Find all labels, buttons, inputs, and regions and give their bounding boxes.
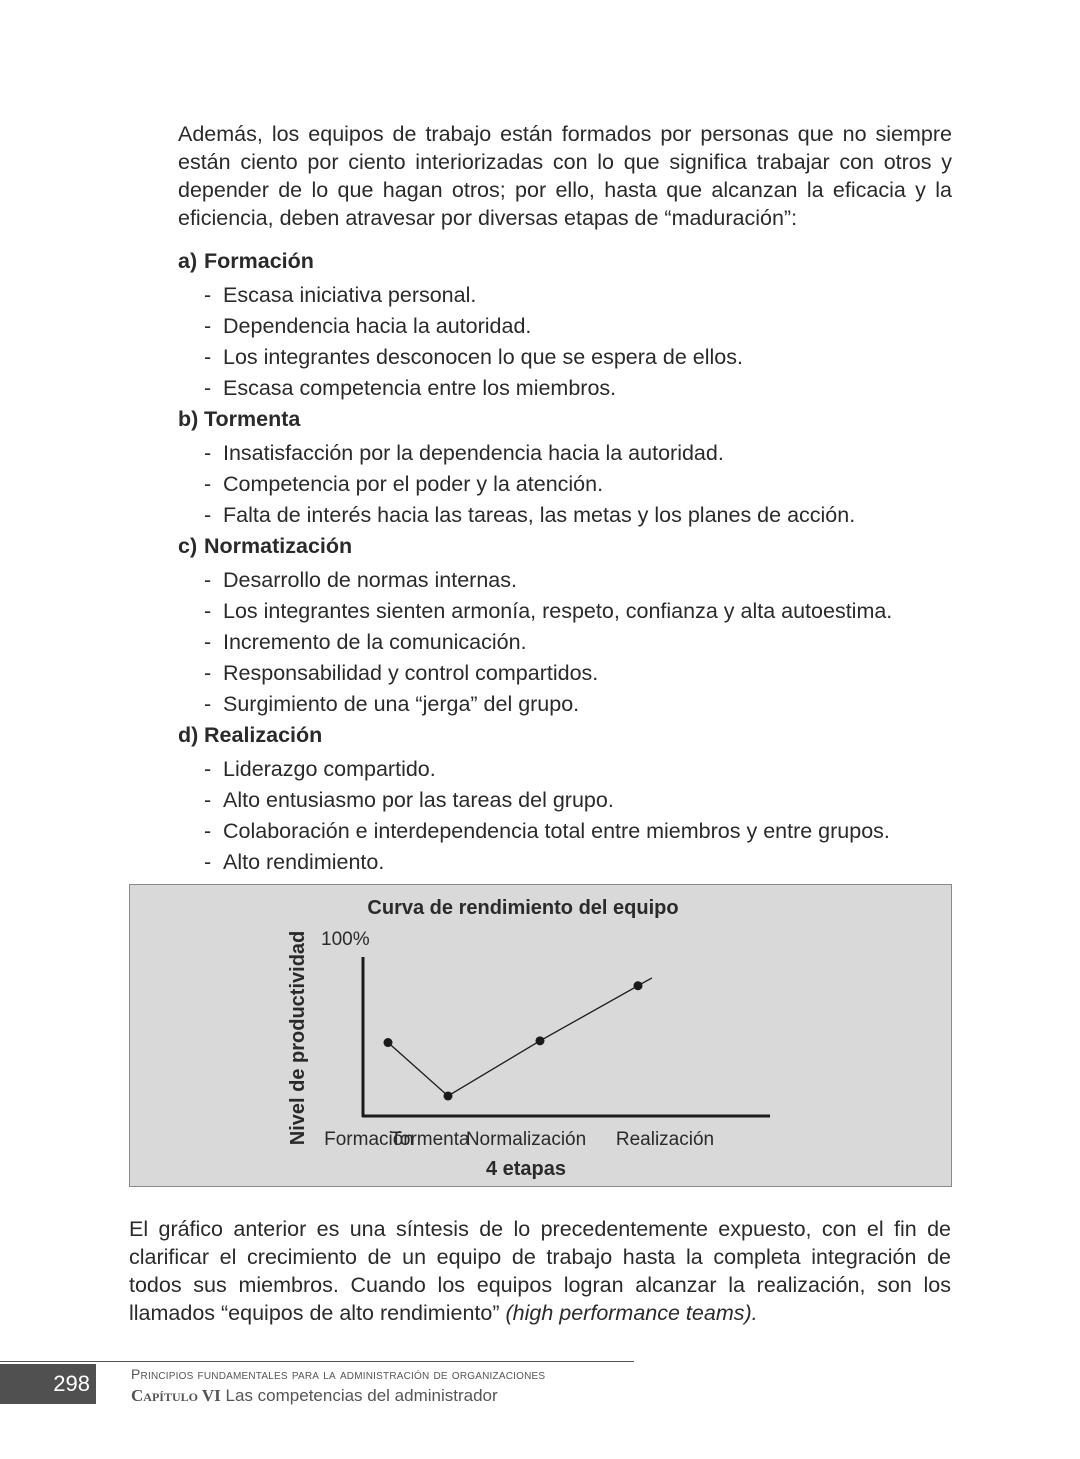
data-point — [384, 1038, 393, 1047]
data-point — [634, 981, 643, 990]
list-item-text: Desarrollo de normas internas. — [223, 568, 517, 592]
list-item: - Surgimiento de una “jerga” del grupo. — [204, 689, 978, 720]
list-item-text: Surgimiento de una “jerga” del grupo. — [223, 692, 580, 716]
list-item: - Insatisfacción por la dependencia hacia la autoridad. — [204, 438, 978, 469]
performance-chart — [129, 884, 952, 1187]
chapter-title: Las competencias del administrador — [225, 1386, 498, 1405]
section-heading — [178, 246, 978, 280]
x-tick-label: Formación — [324, 1129, 414, 1150]
list-item-text: Colaboración e interdependencia total entre miembros y entre grupos. — [223, 819, 890, 843]
list-item-text: Dependencia hacia la autoridad. — [223, 314, 532, 338]
chart-canvas — [130, 885, 951, 1186]
closing-italic: (high performance teams). — [505, 1301, 758, 1325]
section-tormenta — [178, 404, 978, 531]
list-item-text: Falta de interés hacia las tareas, las metas y los planes de acción. — [223, 503, 856, 527]
section-items — [178, 565, 978, 720]
x-tick-label: Realización — [615, 1129, 715, 1150]
running-header-chapter — [131, 1386, 498, 1406]
list-item: - Alto entusiasmo por las tareas del grupo. — [204, 785, 978, 816]
list-item-text: Escasa competencia entre los miembros. — [223, 376, 617, 400]
section-title: Realización — [204, 723, 323, 747]
section-items — [178, 754, 978, 878]
list-item: - Los integrantes sienten armonía, respeto, confianza y alta autoestima. — [204, 596, 978, 627]
list-item-text: Insatisfacción por la dependencia hacia la autoridad. — [223, 441, 724, 465]
list-item-text: Competencia por el poder y la atención. — [223, 472, 604, 496]
section-title: Normatización — [204, 534, 353, 558]
list-item-text: Incremento de la comunicación. — [223, 630, 527, 654]
section-items — [178, 438, 978, 531]
y-max-label: 100% — [321, 929, 370, 950]
closing-paragraph — [129, 1215, 951, 1327]
x-axis-label: 4 etapas — [485, 1158, 567, 1180]
section-title: Formación — [204, 249, 314, 273]
y-axis-label: Nivel de productividad — [287, 930, 309, 1146]
footer-rule — [0, 1361, 634, 1362]
list-item: - Escasa iniciativa personal. — [204, 280, 978, 311]
list-item-text: Los integrantes desconocen lo que se espera de ellos. — [223, 345, 743, 369]
data-point — [536, 1036, 545, 1045]
section-heading — [178, 404, 978, 438]
list-item: - Liderazgo compartido. — [204, 754, 978, 785]
section-title: Tormenta — [204, 407, 301, 431]
intro-paragraph: Además, los equipos de trabajo están formados por personas que no siempre están ciento por ciento interiorizadas con lo que significa trabajar con otros y depender de lo que hagan otros; por ello, hasta que alcanzan la eficacia y la eficiencia, deben atravesar por diversas etapas de “maduración”: — [178, 122, 952, 230]
list-item-text: Responsabilidad y control compartidos. — [223, 661, 599, 685]
list-item: - Desarrollo de normas internas. — [204, 565, 978, 596]
list-item: - Alto rendimiento. — [204, 847, 978, 878]
list-item-text: Liderazgo compartido. — [223, 757, 436, 781]
section-letter: a) — [178, 249, 198, 273]
list-item: - Dependencia hacia la autoridad. — [204, 311, 978, 342]
running-header-book: Principios fundamentales para la administración de organizaciones — [131, 1366, 546, 1382]
closing-text: El gráfico anterior es una síntesis de lo precedentemente expuesto, con el fin de clarificar el crecimiento de un equipo de trabajo hasta la completa integración de todos sus miembros. Cuando los equipos logran alcanzar la realización, son los llamados “equipos de alto rendimiento” — [129, 1217, 951, 1325]
section-formacion — [178, 246, 978, 404]
x-tick-label: Tormenta — [390, 1129, 470, 1150]
list-item: - Incremento de la comunicación. — [204, 627, 978, 658]
section-heading — [178, 720, 978, 754]
list-item: - Escasa competencia entre los miembros. — [204, 373, 978, 404]
list-item: - Responsabilidad y control compartidos. — [204, 658, 978, 689]
chart-title: Curva de rendimiento del equipo — [367, 897, 679, 919]
list-item-text: Alto rendimiento. — [223, 850, 385, 874]
list-item: - Falta de interés hacia las tareas, las metas y los planes de acción. — [204, 500, 978, 531]
data-point — [444, 1091, 453, 1100]
list-item-text: Los integrantes sienten armonía, respeto, confianza y alta autoestima. — [223, 599, 893, 623]
list-item: - Colaboración e interdependencia total entre miembros y entre grupos. — [204, 816, 978, 847]
page-number: 298 — [0, 1364, 96, 1404]
chapter-label: Capítulo VI — [131, 1386, 221, 1405]
list-item-text: Escasa iniciativa personal. — [223, 283, 477, 307]
section-letter: d) — [178, 723, 199, 747]
list-item-text: Alto entusiasmo por las tareas del grupo. — [223, 788, 614, 812]
section-letter: b) — [178, 407, 199, 431]
section-normatizacion — [178, 531, 978, 720]
section-heading — [178, 531, 978, 565]
section-letter: c) — [178, 534, 198, 558]
x-tick-label: Normalización — [465, 1129, 587, 1150]
list-item: - Los integrantes desconocen lo que se espera de ellos. — [204, 342, 978, 373]
list-item: - Competencia por el poder y la atención. — [204, 469, 978, 500]
stages-list — [178, 246, 978, 878]
section-realizacion — [178, 720, 978, 878]
section-items — [178, 280, 978, 404]
chart-marks — [324, 978, 714, 1150]
series-line — [388, 986, 638, 1096]
